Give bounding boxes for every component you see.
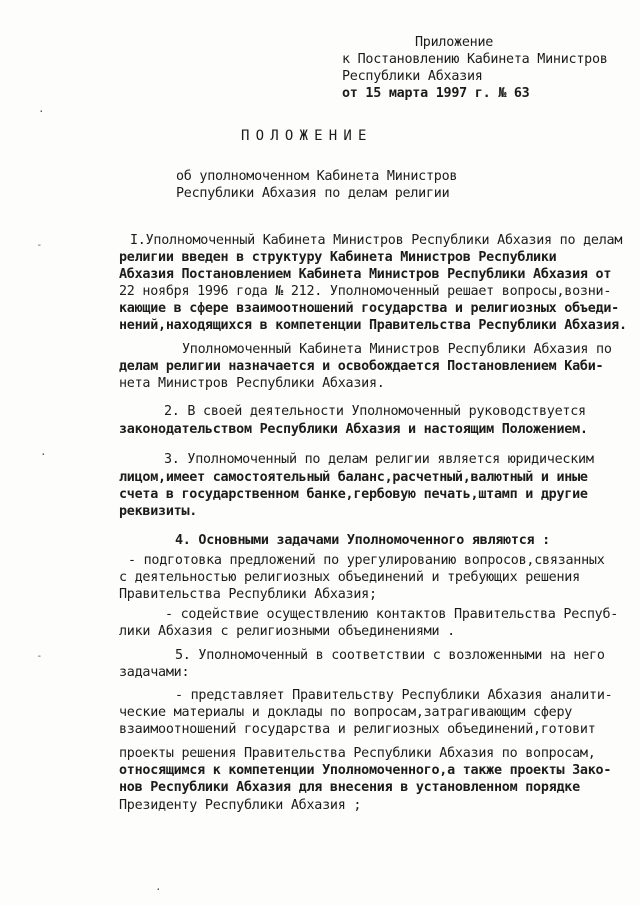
body-line: с деятельностью религиозных объединений и требующих решения xyxy=(119,570,580,585)
body-line: ческие материалы и доклады по вопросам,затрагивающим сферу xyxy=(119,705,573,720)
scan-speck: · xyxy=(155,883,162,896)
body-line: взаимоотношений государства и религиозных объединений,готовит xyxy=(119,722,596,737)
header-line-4: от 15 марта 1997 г. № 63 xyxy=(342,86,530,101)
header-line-3: Республики Абхазия xyxy=(342,69,483,84)
body-line: делам религии назначается и освобождается Постановлением Каби- xyxy=(119,359,604,374)
document-title: ПОЛОЖЕНИЕ xyxy=(241,128,373,144)
header-line-2: к Постановлению Кабинета Министров xyxy=(342,52,608,67)
body-line: I.Уполномоченный Кабинета Министров Республики Абхазия по делам xyxy=(130,233,623,248)
body-line: 3. Уполномоченный по делам религии является юридическим xyxy=(164,452,594,467)
body-line: кающие в сфере взаимоотношений государства и религиозных объеди- xyxy=(119,301,619,316)
body-line: нений,находящихся в компетенции Правительства Республики Абхазия. xyxy=(119,318,627,333)
body-line: счета в государственном банке,гербовую печать,штамп и другие xyxy=(119,487,588,502)
scan-speck: ˗ xyxy=(36,649,43,662)
body-line: лики Абхазия с религиозными объединениями . xyxy=(119,624,455,639)
body-line: 4. Основными задачами Уполномоченного являются : xyxy=(175,533,550,548)
body-line: Президенту Республики Абхазия ; xyxy=(119,798,362,813)
body-line: 5. Уполномоченный в соответствии с возложенными на него xyxy=(175,648,605,663)
body-line: - представляет Правительству Республики Абхазия аналити- xyxy=(175,688,613,703)
body-line: 22 ноября 1996 года № 212. Уполномоченный решает вопросы,возни- xyxy=(119,284,612,299)
body-line: лицом,имеет самостоятельный баланс,расчетный,валютный и иные xyxy=(119,470,588,485)
subtitle-line-1: об уполномоченном Кабинета Министров xyxy=(176,169,458,184)
body-line: реквизиты. xyxy=(119,504,198,519)
scan-speck: · xyxy=(40,448,47,461)
body-line: законодательством Республики Абхазия и настоящим Положением. xyxy=(119,422,588,437)
body-line: задачами: xyxy=(119,665,190,680)
subtitle-line-2: Республики Абхазия по делам религии xyxy=(176,186,450,201)
body-line: религии введен в структуру Кабинета Министров Республики xyxy=(119,250,557,265)
body-line: - содействие осуществлению контактов Правительства Респуб- xyxy=(165,607,619,622)
body-line: Абхазия Постановлением Кабинета Министров Республики Абхазия от xyxy=(119,267,612,282)
body-line: Уполномоченный Кабинета Министров Республики Абхазия по xyxy=(182,342,612,357)
body-line: 2. В своей деятельности Уполномоченный руководствуется xyxy=(164,404,586,419)
body-line: относящимся к компетенции Уполномоченного,а также проекты Зако- xyxy=(119,763,612,778)
body-line: нета Министров Республики Абхазия. xyxy=(119,376,385,391)
scan-speck: · xyxy=(38,105,45,118)
body-line: - подготовка предложений по урегулированию вопросов,связанных xyxy=(128,553,605,568)
body-line: нов Республики Абхазия для внесения в установленном порядке xyxy=(119,780,580,795)
body-line: Правительства Республики Абхазия; xyxy=(119,587,377,602)
scan-speck: ˗ xyxy=(36,238,43,251)
body-line: проекты решения Правительства Республики Абхазия по вопросам, xyxy=(119,746,596,761)
header-line-1: Приложение xyxy=(415,35,494,50)
